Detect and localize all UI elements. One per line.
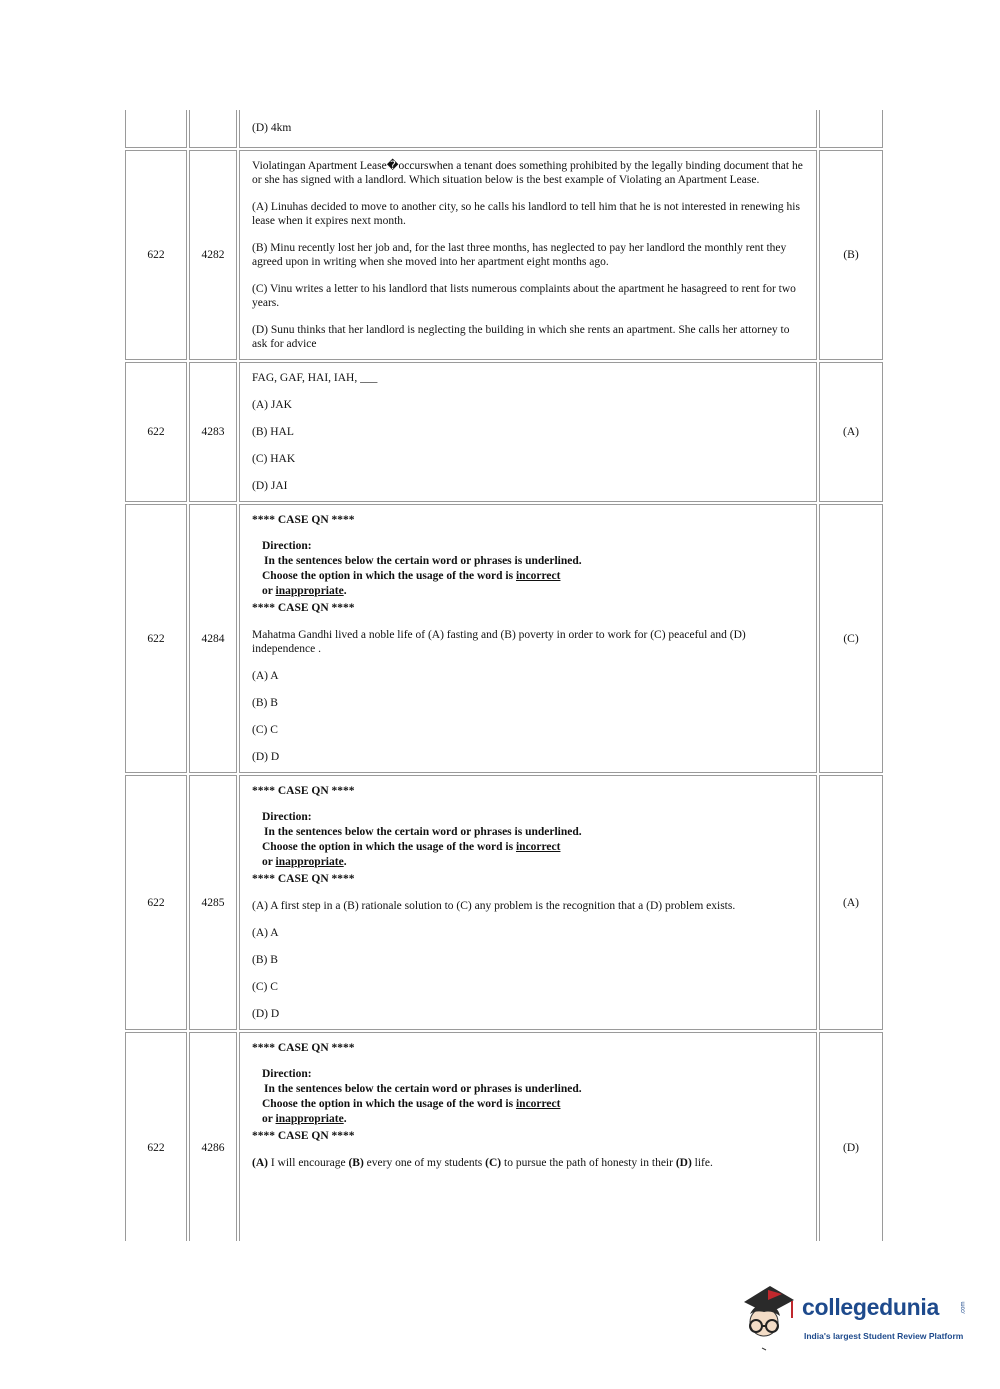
blank-label: (B) — [348, 1157, 364, 1169]
direction-line: In the sentences below the certain word or phrases is underlined. — [264, 826, 582, 838]
question-id-cell: 4286 — [189, 1032, 237, 1241]
sentence-part: every one of my students — [363, 1157, 486, 1169]
question-id-cell: 4285 — [189, 775, 237, 1030]
paper-code-cell: 622 — [125, 775, 187, 1030]
case-marker: **** CASE QN **** — [252, 873, 355, 885]
direction-block — [262, 539, 804, 599]
option: (A) JAK — [252, 399, 292, 411]
underlined-word: inappropriate — [275, 1113, 344, 1125]
option: (B) B — [252, 954, 278, 966]
question-cell — [239, 775, 817, 1030]
option: (B) HAL — [252, 426, 294, 438]
sentence-part: I will encourage — [267, 1157, 349, 1169]
table-row — [125, 362, 883, 502]
option: (D) D — [252, 751, 280, 763]
brand-tagline: India's largest Student Review Platform — [804, 1331, 964, 1341]
direction-line: or — [262, 856, 276, 868]
paper-code-cell: 622 — [125, 362, 187, 502]
option: (D) 4km — [252, 122, 292, 134]
option: (C) C — [252, 724, 278, 736]
direction-line: Choose the option in which the usage of the word is — [262, 570, 516, 582]
direction-label: Direction: — [262, 1068, 312, 1080]
case-marker: **** CASE QN **** — [252, 1130, 355, 1142]
answer-cell: (D) — [819, 1032, 883, 1241]
direction-label: Direction: — [262, 540, 312, 552]
brand-name: collegedunia — [802, 1294, 939, 1320]
question-id-cell: 4283 — [189, 362, 237, 502]
option: (B) Minu recently lost her job and, for the last three months, has neglected to pay her landlord the monthly rent they agreed upon in writing when she moved into her apartment eight months ago. — [252, 242, 787, 268]
table-row — [125, 775, 883, 1030]
case-marker: **** CASE QN **** — [252, 602, 355, 614]
case-marker: **** CASE QN **** — [252, 514, 355, 526]
blank-label: (D) — [675, 1157, 692, 1169]
answer-cell: (A) — [819, 362, 883, 502]
option: (C) Vinu writes a letter to his landlord that lists numerous complaints about the apartment he hasagreed to rent for two years. — [252, 283, 796, 309]
option: (A) A — [252, 670, 279, 682]
question-cell — [239, 504, 817, 773]
option: (D) JAI — [252, 480, 288, 492]
question-cell — [239, 150, 817, 360]
paper-code-cell: 622 — [125, 1032, 187, 1241]
paper-code-cell: 622 — [125, 150, 187, 360]
brand-suffix: .com — [960, 1301, 967, 1315]
direction-block — [262, 1067, 804, 1127]
underlined-word: inappropriate — [275, 856, 344, 868]
answer-cell — [819, 110, 883, 148]
punctuation: . — [343, 585, 347, 597]
option: (A) A — [252, 927, 279, 939]
question-text: FAG, GAF, HAI, IAH, ___ — [252, 372, 378, 384]
question-text: (A) A first step in a (B) rationale solution to (C) any problem is the recognition that a (D) problem exists. — [252, 900, 736, 912]
punctuation: . — [343, 856, 347, 868]
answer-cell: (B) — [819, 150, 883, 360]
question-id-cell: 4282 — [189, 150, 237, 360]
table-row — [125, 110, 883, 148]
question-text — [252, 1156, 804, 1170]
table-row — [125, 504, 883, 773]
option: (D) Sunu thinks that her landlord is neglecting the building in which she rents an apartment. She calls her attorney to ask for advice — [252, 324, 790, 350]
direction-line: In the sentences below the certain word or phrases is underlined. — [264, 1083, 582, 1095]
direction-line: Choose the option in which the usage of the word is — [262, 1098, 516, 1110]
direction-line: In the sentences below the certain word or phrases is underlined. — [264, 555, 582, 567]
answer-cell: (C) — [819, 504, 883, 773]
direction-line: or — [262, 585, 276, 597]
blank-label: (A) — [252, 1157, 268, 1169]
question-text: Violatingan Apartment Lease�occurswhen a tenant does something prohibited by the legally binding document that he or she has signed with a landlord. Which situation below is the best example of Violating an Apartment Lease. — [252, 160, 803, 186]
sentence-part: life. — [691, 1157, 713, 1169]
underlined-word: incorrect — [515, 841, 561, 853]
direction-line: Choose the option in which the usage of the word is — [262, 841, 516, 853]
case-marker: **** CASE QN **** — [252, 1042, 355, 1054]
underlined-word: incorrect — [515, 1098, 561, 1110]
direction-line: or — [262, 1113, 276, 1125]
question-table-page — [123, 110, 885, 1241]
direction-label: Direction: — [262, 811, 312, 823]
question-text: Mahatma Gandhi lived a noble life of (A) fasting and (B) poverty in order to work for (C) peaceful and (D) independence . — [252, 629, 746, 655]
question-cell — [239, 362, 817, 502]
option: (A) Linuhas decided to move to another city, so he calls his landlord to tell him that he is not interested in renewing his lease when it expires next month. — [252, 201, 800, 227]
sentence-part: to pursue the path of honesty in their — [501, 1157, 676, 1169]
question-id-cell: 4284 — [189, 504, 237, 773]
paper-code-cell: 622 — [125, 504, 187, 773]
question-table — [123, 110, 885, 1241]
paper-code-cell — [125, 110, 187, 148]
option: (C) C — [252, 981, 278, 993]
underlined-word: inappropriate — [275, 585, 344, 597]
answer-cell: (A) — [819, 775, 883, 1030]
underlined-word: incorrect — [515, 570, 561, 582]
question-cell — [239, 110, 817, 148]
blank-label: (C) — [485, 1157, 502, 1169]
question-id-cell — [189, 110, 237, 148]
direction-block — [262, 810, 804, 870]
punctuation: . — [343, 1113, 347, 1125]
case-marker: **** CASE QN **** — [252, 785, 355, 797]
question-cell — [239, 1032, 817, 1241]
table-row — [125, 1032, 883, 1241]
option: (C) HAK — [252, 453, 296, 465]
option: (B) B — [252, 697, 278, 709]
option: (D) D — [252, 1008, 280, 1020]
table-row — [125, 150, 883, 360]
